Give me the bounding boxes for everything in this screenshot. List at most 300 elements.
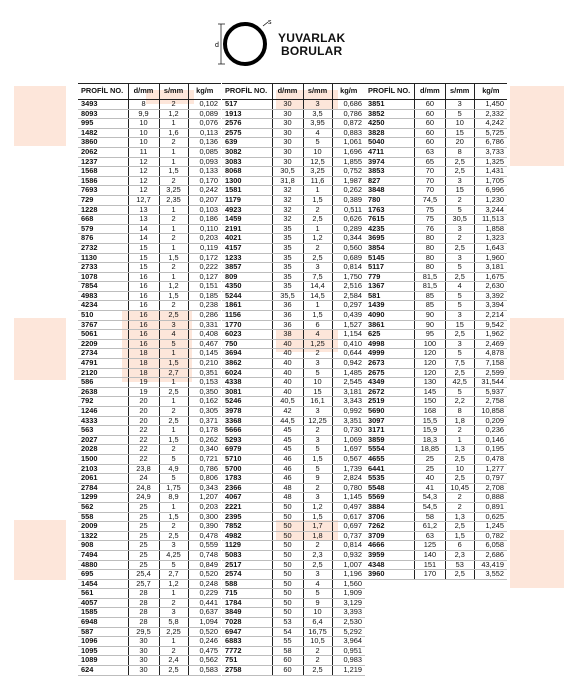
thickness-cell: 3	[445, 224, 474, 234]
profile-no-cell: 3884	[365, 502, 415, 512]
table-row	[222, 637, 365, 647]
weight-cell: 10,858	[474, 407, 507, 417]
diameter-cell: 50	[272, 502, 303, 512]
profile-no-cell: 4090	[365, 311, 415, 321]
weight-cell: 1,230	[474, 195, 507, 205]
profile-no-cell: 3828	[365, 128, 415, 138]
weight-cell: 0,752	[332, 167, 365, 177]
thickness-cell: 9	[303, 598, 332, 608]
table-row	[365, 359, 507, 369]
table-row	[365, 378, 507, 388]
thickness-cell: 2,7	[159, 368, 188, 378]
profile-no-cell: 624	[78, 666, 128, 676]
table-row	[222, 522, 365, 532]
table-row	[222, 474, 365, 484]
thickness-cell: 2,5	[445, 243, 474, 253]
thickness-cell: 16,1	[303, 397, 332, 407]
profile-no-cell: 2209	[78, 339, 128, 349]
diameter-cell: 74,5	[415, 195, 446, 205]
table-row	[78, 570, 221, 580]
profile-no-cell: 1299	[78, 493, 128, 503]
profile-no-cell: 2675	[365, 368, 415, 378]
table-row	[222, 378, 365, 388]
weight-cell: 1,962	[474, 330, 507, 340]
profile-no-cell: 3862	[222, 359, 272, 369]
weight-cell: 0,286	[188, 311, 221, 321]
weight-cell: 1,697	[332, 445, 365, 455]
weight-cell: 2,545	[332, 378, 365, 388]
weight-cell: 3,393	[332, 608, 365, 618]
weight-cell: 0,127	[188, 272, 221, 282]
thickness-cell: 1	[303, 224, 332, 234]
profile-no-cell: 3171	[365, 426, 415, 436]
diameter-cell: 63	[415, 531, 446, 541]
weight-cell: 3,351	[332, 416, 365, 426]
profile-no-cell: 561	[78, 589, 128, 599]
profile-no-cell: 2758	[222, 666, 272, 676]
thickness-cell: 4	[303, 128, 332, 138]
thickness-cell: 3	[159, 541, 188, 551]
diameter-cell: 32	[272, 205, 303, 215]
thickness-cell: 1	[159, 243, 188, 253]
thickness-cell: 5	[445, 109, 474, 119]
table-row	[222, 119, 365, 129]
table-row	[222, 167, 365, 177]
profile-no-cell: 6979	[222, 445, 272, 455]
profile-no-cell: 5145	[365, 253, 415, 263]
profile-no-cell: 5293	[222, 435, 272, 445]
weight-cell: 0,145	[188, 349, 221, 359]
profile-no-cell: 2027	[78, 435, 128, 445]
diameter-cell: 19	[128, 387, 159, 397]
table-row	[365, 407, 507, 417]
diameter-cell: 30	[128, 637, 159, 647]
weight-cell: 1,960	[474, 253, 507, 263]
weight-cell: 0,617	[332, 512, 365, 522]
thickness-cell: 1	[159, 637, 188, 647]
weight-cell: 0,567	[332, 454, 365, 464]
profile-no-cell: 4982	[222, 531, 272, 541]
profile-no-cell: 5690	[365, 407, 415, 417]
diameter-cell: 30	[128, 656, 159, 666]
weight-cell: 1,007	[332, 560, 365, 570]
table-row	[222, 541, 365, 551]
table-row	[365, 330, 507, 340]
profile-no-cell: 639	[222, 138, 272, 148]
profile-no-cell: 3860	[78, 138, 128, 148]
diameter-cell: 28	[128, 589, 159, 599]
thickness-cell: 3	[303, 407, 332, 417]
diameter-cell: 50	[272, 560, 303, 570]
profile-no-cell: 2734	[78, 349, 128, 359]
thickness-cell: 1	[159, 119, 188, 129]
diameter-cell: 75	[415, 215, 446, 225]
thickness-cell: 2	[159, 407, 188, 417]
diameter-cell: 35	[272, 272, 303, 282]
diameter-cell: 12	[128, 167, 159, 177]
profile-no-cell: 2673	[365, 359, 415, 369]
diameter-cell: 85	[415, 301, 446, 311]
diameter-cell: 16	[128, 311, 159, 321]
weight-cell: 2,584	[332, 291, 365, 301]
weight-cell: 1,560	[332, 579, 365, 589]
table-row	[365, 454, 507, 464]
diameter-cell: 61,2	[415, 522, 446, 532]
weight-cell: 0,229	[188, 589, 221, 599]
profile-table-3	[365, 83, 507, 580]
weight-cell: 2,824	[332, 474, 365, 484]
weight-cell: 0,093	[188, 157, 221, 167]
profile-no-cell: 3959	[365, 550, 415, 560]
weight-cell: 1,245	[474, 522, 507, 532]
thickness-cell: 5	[303, 368, 332, 378]
weight-cell: 0,872	[332, 119, 365, 129]
thickness-cell: 12,5	[303, 157, 332, 167]
table-row	[365, 493, 507, 503]
profile-no-cell: 4998	[365, 339, 415, 349]
diameter-cell: 90	[415, 320, 446, 330]
thickness-cell: 15	[445, 186, 474, 196]
table-row	[78, 666, 221, 676]
diameter-cell: 48	[272, 493, 303, 503]
weight-cell: 3,343	[332, 397, 365, 407]
thickness-cell: 2	[303, 426, 332, 436]
profile-no-cell: 1770	[222, 320, 272, 330]
profile-no-cell: 3960	[365, 570, 415, 580]
thickness-cell: 7,5	[445, 359, 474, 369]
profile-no-cell: 510	[78, 311, 128, 321]
profile-no-cell: 4157	[222, 243, 272, 253]
profile-no-cell: 5246	[222, 397, 272, 407]
diameter-cell: 125	[415, 541, 446, 551]
weight-cell: 0,209	[474, 416, 507, 426]
profile-no-cell: 3083	[222, 157, 272, 167]
weight-cell: 2,599	[474, 368, 507, 378]
table-row	[365, 550, 507, 560]
weight-cell: 0,178	[188, 426, 221, 436]
diameter-cell: 22	[128, 426, 159, 436]
profile-no-cell: 1300	[222, 176, 272, 186]
profile-no-cell: 588	[222, 579, 272, 589]
thickness-cell: 1	[159, 147, 188, 157]
weight-cell: 31,544	[474, 378, 507, 388]
weight-cell: 2,214	[474, 311, 507, 321]
profile-no-cell: 5548	[365, 483, 415, 493]
diameter-cell: 170	[415, 570, 446, 580]
thickness-cell: 2,5	[445, 330, 474, 340]
diameter-cell: 30	[272, 100, 303, 110]
table-row	[222, 234, 365, 244]
thickness-cell: 5	[303, 445, 332, 455]
diameter-cell: 80	[415, 243, 446, 253]
thickness-cell: 4	[445, 282, 474, 292]
table-row	[222, 550, 365, 560]
weight-cell: 0,305	[188, 407, 221, 417]
profile-no-cell: 1500	[78, 454, 128, 464]
diameter-cell: 15	[128, 253, 159, 263]
profile-no-cell: 1763	[365, 205, 415, 215]
thickness-cell: 2	[159, 234, 188, 244]
weight-cell: 0,408	[188, 330, 221, 340]
thickness-cell: 5	[445, 205, 474, 215]
weight-cell: 0,439	[332, 311, 365, 321]
weight-cell: 3,244	[474, 205, 507, 215]
thickness-cell: 1,2	[159, 109, 188, 119]
diameter-cell: 120	[415, 349, 446, 359]
thickness-cell: 2,5	[445, 454, 474, 464]
weight-cell: 11,513	[474, 215, 507, 225]
diameter-cell: 53	[272, 618, 303, 628]
table-row	[365, 147, 507, 157]
table-row	[78, 282, 221, 292]
thickness-cell: 1,5	[159, 435, 188, 445]
thickness-cell: 2	[303, 646, 332, 656]
profile-no-cell: 1367	[365, 282, 415, 292]
profile-no-cell: 3852	[365, 109, 415, 119]
weight-cell: 0,410	[332, 339, 365, 349]
thickness-cell: 1,5	[159, 359, 188, 369]
profile-no-cell: 827	[365, 176, 415, 186]
weight-cell: 0,389	[332, 195, 365, 205]
table-row	[365, 186, 507, 196]
profile-no-cell: 5083	[222, 550, 272, 560]
thickness-cell: 2,35	[159, 195, 188, 205]
thickness-cell: 16,75	[303, 627, 332, 637]
weight-cell: 0,583	[188, 666, 221, 676]
thickness-cell: 2,5	[445, 474, 474, 484]
weight-cell: 0,119	[188, 243, 221, 253]
thickness-cell: 3,25	[159, 186, 188, 196]
thickness-cell: 2,5	[303, 666, 332, 676]
weight-cell: 0,103	[188, 205, 221, 215]
profile-no-cell: 562	[78, 502, 128, 512]
thickness-cell: 1	[159, 589, 188, 599]
weight-cell: 1,325	[474, 157, 507, 167]
weight-cell: 2,332	[474, 109, 507, 119]
thickness-cell: 1,2	[159, 579, 188, 589]
profile-no-cell: 715	[222, 589, 272, 599]
table-row	[222, 311, 365, 321]
profile-no-cell: 2732	[78, 243, 128, 253]
table-row	[78, 493, 221, 503]
page-title	[278, 32, 345, 58]
thickness-cell: 1,5	[303, 195, 332, 205]
diameter-cell: 50	[272, 512, 303, 522]
weight-cell: 0,891	[474, 502, 507, 512]
weight-cell: 3,964	[332, 637, 365, 647]
diameter-cell: 35	[272, 263, 303, 273]
weight-cell: 0,932	[332, 550, 365, 560]
thickness-cell: 20	[445, 138, 474, 148]
diameter-cell: 130	[415, 378, 446, 388]
profile-no-cell: 2028	[78, 445, 128, 455]
profile-no-cell: 4666	[365, 541, 415, 551]
diameter-cell: 12	[128, 176, 159, 186]
diameter-cell: 120	[415, 368, 446, 378]
weight-header: kg/m	[474, 84, 507, 100]
profile-no-cell: 625	[365, 330, 415, 340]
thickness-cell: 2	[303, 205, 332, 215]
thickness-cell: 5	[445, 291, 474, 301]
weight-cell: 0,849	[188, 560, 221, 570]
diameter-cell: 29,5	[128, 627, 159, 637]
thickness-cell: 1	[159, 157, 188, 167]
profile-table-2	[222, 83, 365, 676]
profile-no-cell: 3974	[365, 157, 415, 167]
table-row	[365, 541, 507, 551]
weight-cell: 0,133	[188, 167, 221, 177]
weight-cell: 0,186	[188, 215, 221, 225]
thickness-cell: 1	[159, 224, 188, 234]
thickness-cell: 1,5	[159, 291, 188, 301]
thickness-cell: 5	[303, 589, 332, 599]
table-row	[222, 100, 365, 110]
diameter-cell: 151	[415, 560, 446, 570]
profile-no-cell: 792	[78, 397, 128, 407]
profile-no-cell: 1783	[222, 474, 272, 484]
profile-no-cell: 4711	[365, 147, 415, 157]
thickness-cell: 1,6	[159, 128, 188, 138]
weight-cell: 0,153	[188, 378, 221, 388]
thickness-cell: 3,5	[303, 109, 332, 119]
diameter-cell: 9,9	[128, 109, 159, 119]
table-row	[78, 234, 221, 244]
thickness-cell: 2,5	[159, 387, 188, 397]
diameter-cell: 81,5	[415, 282, 446, 292]
diameter-cell: 35	[272, 282, 303, 292]
diameter-cell: 35	[272, 243, 303, 253]
profile-no-header: PROFİL NO.	[365, 84, 415, 100]
diameter-cell: 25	[128, 512, 159, 522]
profile-no-cell: 3767	[78, 320, 128, 330]
weight-cell: 1,196	[332, 570, 365, 580]
diameter-cell: 20	[128, 416, 159, 426]
weight-cell: 3,129	[332, 598, 365, 608]
diameter-cell: 58	[272, 646, 303, 656]
thickness-cell: 2	[445, 502, 474, 512]
profile-no-cell: 4021	[222, 234, 272, 244]
weight-cell: 0,162	[188, 397, 221, 407]
thickness-cell: 2,4	[159, 656, 188, 666]
thickness-cell: 1,5	[159, 253, 188, 263]
profile-table-1	[78, 83, 221, 676]
thickness-cell: 2,3	[303, 550, 332, 560]
thickness-cell: 2	[159, 646, 188, 656]
table-row	[78, 186, 221, 196]
diameter-cell: 30	[128, 666, 159, 676]
diameter-cell: 13	[128, 205, 159, 215]
thickness-cell: 15	[445, 128, 474, 138]
thickness-cell: 3	[159, 320, 188, 330]
weight-cell: 1,069	[332, 435, 365, 445]
weight-cell: 1,750	[332, 272, 365, 282]
diameter-cell: 16	[128, 330, 159, 340]
table-row	[365, 100, 507, 110]
diameter-cell: 58	[415, 512, 446, 522]
weight-cell: 0,371	[188, 416, 221, 426]
diameter-cell: 35	[272, 234, 303, 244]
profile-no-cell: 2784	[78, 483, 128, 493]
weight-cell: 0,390	[188, 522, 221, 532]
profile-no-cell: 5061	[78, 330, 128, 340]
weight-header: kg/m	[332, 84, 365, 100]
weight-cell: 0,520	[188, 570, 221, 580]
profile-no-cell: 4791	[78, 359, 128, 369]
weight-cell: 0,786	[188, 464, 221, 474]
profile-no-cell: 3853	[365, 167, 415, 177]
profile-no-cell: 579	[78, 224, 128, 234]
weight-cell: 0,806	[188, 474, 221, 484]
weight-cell: 0,730	[332, 426, 365, 436]
profile-no-cell: 780	[365, 195, 415, 205]
profile-no-cell: 587	[78, 627, 128, 637]
profile-no-cell: 5040	[365, 138, 415, 148]
thickness-cell: 2,5	[159, 666, 188, 676]
diameter-cell: 46	[272, 474, 303, 484]
table-row	[222, 493, 365, 503]
weight-cell: 0,300	[188, 512, 221, 522]
profile-no-cell: 2120	[78, 368, 128, 378]
thickness-cell: 1,5	[159, 512, 188, 522]
diameter-cell: 40,5	[272, 397, 303, 407]
weight-cell: 0,951	[332, 646, 365, 656]
weight-cell: 0,089	[188, 109, 221, 119]
profile-no-cell: 3861	[365, 320, 415, 330]
thickness-cell: 5	[445, 301, 474, 311]
weight-cell: 0,170	[188, 176, 221, 186]
profile-no-cell: 4349	[365, 378, 415, 388]
thickness-cell: 10,45	[445, 483, 474, 493]
profile-no-cell: 2191	[222, 224, 272, 234]
thickness-cell: 2	[159, 445, 188, 455]
diameter-cell: 48	[272, 483, 303, 493]
profile-no-cell: 1568	[78, 167, 128, 177]
table-row	[365, 474, 507, 484]
diameter-cell: 10	[128, 119, 159, 129]
profile-no-cell: 3097	[365, 416, 415, 426]
profile-no-cell: 1246	[78, 407, 128, 417]
table-row	[78, 330, 221, 340]
table-row	[78, 589, 221, 599]
diameter-cell: 76	[415, 224, 446, 234]
thickness-cell: 1	[159, 502, 188, 512]
profile-no-cell: 1586	[78, 176, 128, 186]
diameter-cell: 150	[415, 397, 446, 407]
weight-cell: 0,559	[188, 541, 221, 551]
weight-cell: 0,343	[188, 483, 221, 493]
diameter-cell: 8	[128, 100, 159, 110]
table-row	[222, 215, 365, 225]
diameter-cell: 45	[272, 426, 303, 436]
weight-cell: 0,888	[474, 493, 507, 503]
diameter-cell: 40	[272, 368, 303, 378]
thickness-cell: 2	[159, 598, 188, 608]
weight-cell: 5,292	[332, 627, 365, 637]
diameter-cell: 14	[128, 234, 159, 244]
diameter-cell: 15	[128, 243, 159, 253]
thickness-cell: 10	[303, 378, 332, 388]
weight-cell: 0,511	[332, 205, 365, 215]
diameter-cell: 50	[272, 598, 303, 608]
diameter-cell: 25,7	[128, 579, 159, 589]
table-row	[78, 147, 221, 157]
thickness-header: s/mm	[445, 84, 474, 100]
thickness-cell: 1	[159, 205, 188, 215]
profile-no-cell: 4333	[78, 416, 128, 426]
diameter-cell: 60	[415, 138, 446, 148]
diameter-cell: 75	[415, 205, 446, 215]
diameter-cell: 40	[272, 339, 303, 349]
